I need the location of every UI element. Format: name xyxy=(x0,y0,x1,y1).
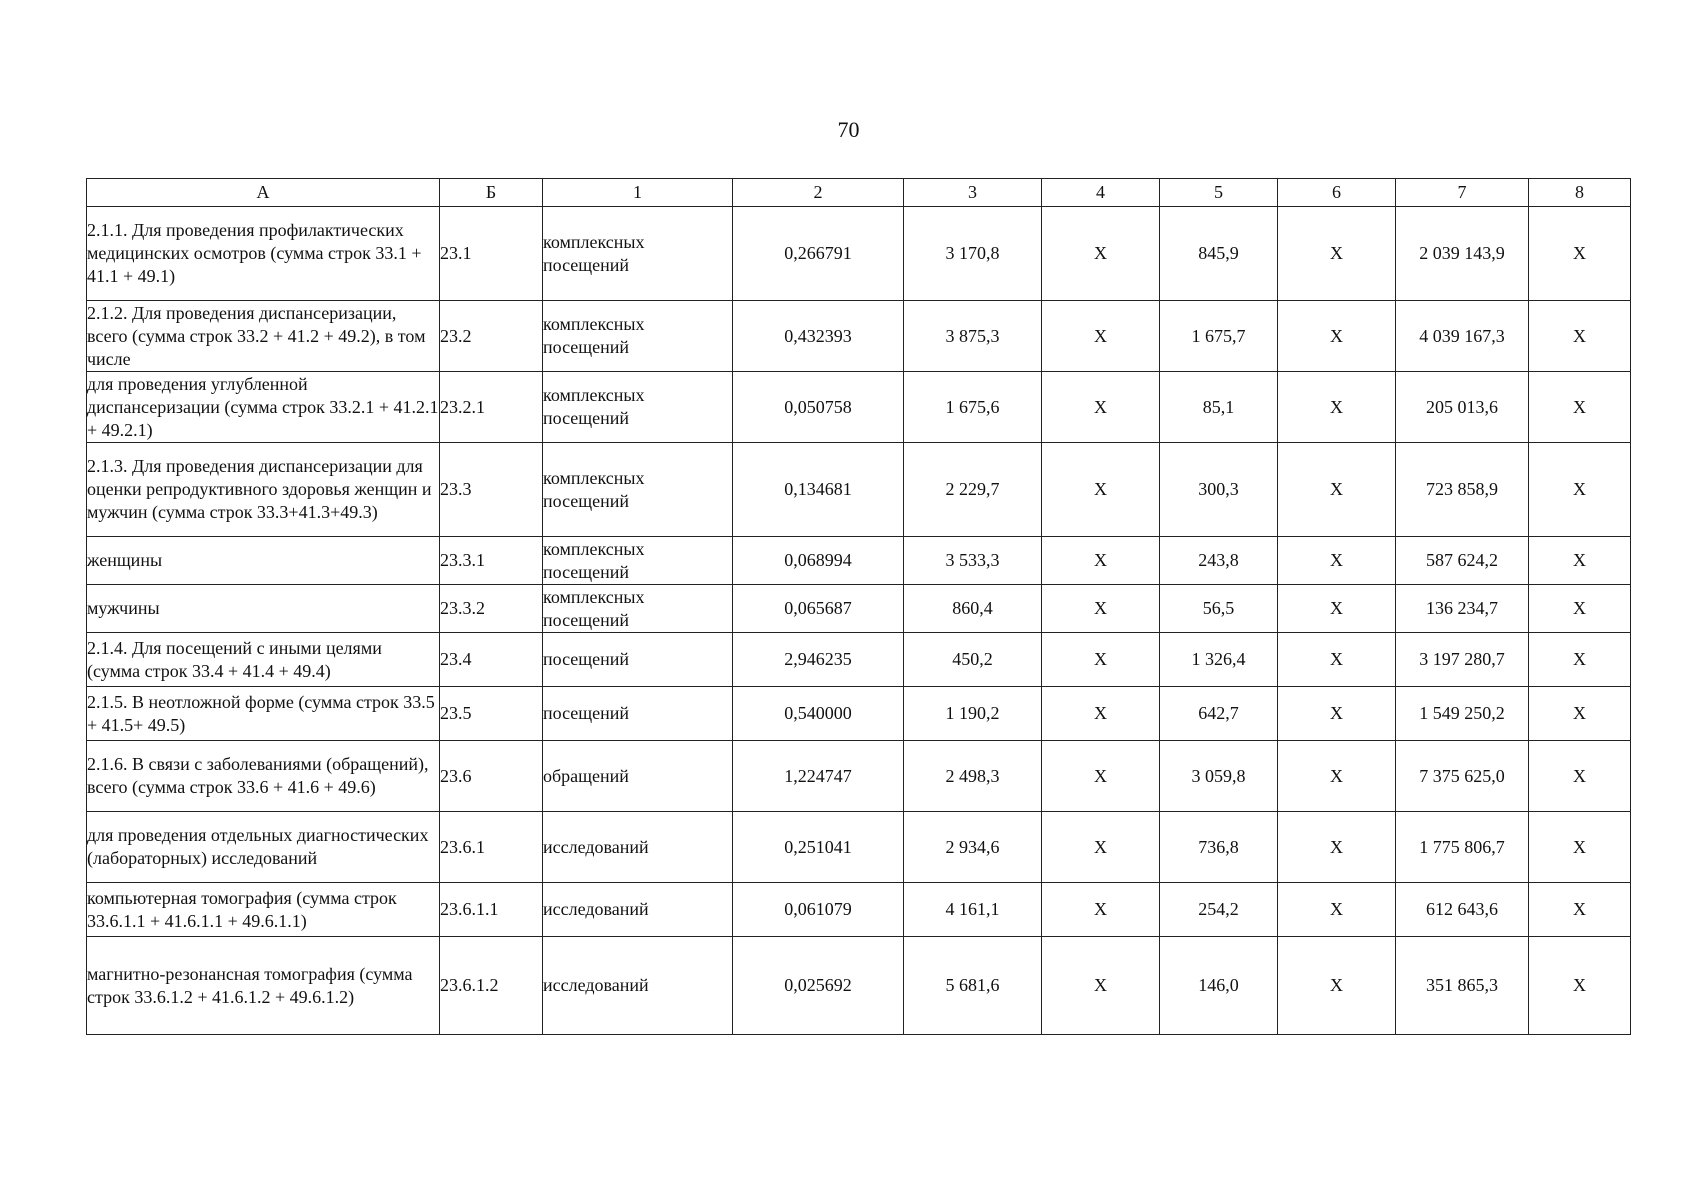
value-cell: Х xyxy=(1529,937,1631,1035)
value-cell: 3 533,3 xyxy=(904,537,1042,585)
row-description: 2.1.4. Для посещений с иными целями (сумма строк 33.4 + 41.4 + 49.4) xyxy=(87,633,440,687)
value-cell: Х xyxy=(1042,207,1160,301)
value-cell: 1 549 250,2 xyxy=(1396,687,1529,741)
value-cell: 85,1 xyxy=(1160,372,1278,443)
value-cell: 3 875,3 xyxy=(904,301,1042,372)
row-description: для проведения отдельных диагностических (лабораторных) исследований xyxy=(87,812,440,883)
value-cell: 2 934,6 xyxy=(904,812,1042,883)
value-cell: 136 234,7 xyxy=(1396,585,1529,633)
row-description: 2.1.3. Для проведения диспансеризации для оценки репродуктивного здоровья женщин и мужчин (сумма строк 33.3+41.3+49.3) xyxy=(87,443,440,537)
value-cell: 845,9 xyxy=(1160,207,1278,301)
value-cell: 2,946235 xyxy=(733,633,904,687)
value-cell: 5 681,6 xyxy=(904,937,1042,1035)
value-cell: 1 326,4 xyxy=(1160,633,1278,687)
data-table xyxy=(86,178,1631,1035)
column-header: 1 xyxy=(543,179,733,207)
value-cell: Х xyxy=(1042,937,1160,1035)
row-code: 23.3.1 xyxy=(440,537,543,585)
table-row xyxy=(87,883,1631,937)
value-cell: Х xyxy=(1042,585,1160,633)
unit-cell: исследований xyxy=(543,812,733,883)
value-cell: Х xyxy=(1042,443,1160,537)
value-cell: 7 375 625,0 xyxy=(1396,741,1529,812)
page-number: 70 xyxy=(837,117,860,142)
value-cell: 0,050758 xyxy=(733,372,904,443)
column-header: Б xyxy=(440,179,543,207)
row-code: 23.6 xyxy=(440,741,543,812)
value-cell: 1,224747 xyxy=(733,741,904,812)
value-cell: Х xyxy=(1278,937,1396,1035)
row-description: 2.1.6. В связи с заболеваниями (обращений), всего (сумма строк 33.6 + 41.6 + 49.6) xyxy=(87,741,440,812)
row-description: 2.1.5. В неотложной форме (сумма строк 33.5 + 41.5+ 49.5) xyxy=(87,687,440,741)
column-header: А xyxy=(87,179,440,207)
unit-cell: комплексных посещений xyxy=(543,443,733,537)
row-description: 2.1.1. Для проведения профилактических медицинских осмотров (сумма строк 33.1 + 41.1 + 49.1) xyxy=(87,207,440,301)
value-cell: Х xyxy=(1042,372,1160,443)
row-description: для проведения углубленной диспансеризации (сумма строк 33.2.1 + 41.2.1 + 49.2.1) xyxy=(87,372,440,443)
table-row xyxy=(87,687,1631,741)
value-cell: Х xyxy=(1042,687,1160,741)
value-cell: Х xyxy=(1042,812,1160,883)
value-cell: Х xyxy=(1278,633,1396,687)
value-cell: Х xyxy=(1529,207,1631,301)
value-cell: Х xyxy=(1278,585,1396,633)
value-cell: Х xyxy=(1278,207,1396,301)
value-cell: Х xyxy=(1529,812,1631,883)
value-cell: Х xyxy=(1529,741,1631,812)
value-cell: Х xyxy=(1529,443,1631,537)
value-cell: Х xyxy=(1278,372,1396,443)
unit-cell: посещений xyxy=(543,633,733,687)
value-cell: Х xyxy=(1529,883,1631,937)
column-header: 8 xyxy=(1529,179,1631,207)
value-cell: 0,134681 xyxy=(733,443,904,537)
value-cell: Х xyxy=(1042,633,1160,687)
value-cell: 642,7 xyxy=(1160,687,1278,741)
value-cell: Х xyxy=(1278,687,1396,741)
value-cell: Х xyxy=(1529,372,1631,443)
value-cell: Х xyxy=(1042,301,1160,372)
value-cell: 450,2 xyxy=(904,633,1042,687)
row-description: компьютерная томография (сумма строк 33.6.1.1 + 41.6.1.1 + 49.6.1.1) xyxy=(87,883,440,937)
value-cell: Х xyxy=(1278,883,1396,937)
header-row xyxy=(87,179,1631,207)
row-code: 23.3 xyxy=(440,443,543,537)
row-description: мужчины xyxy=(87,585,440,633)
value-cell: 254,2 xyxy=(1160,883,1278,937)
row-code: 23.5 xyxy=(440,687,543,741)
unit-cell: исследований xyxy=(543,883,733,937)
value-cell: 4 161,1 xyxy=(904,883,1042,937)
value-cell: 0,432393 xyxy=(733,301,904,372)
value-cell: 146,0 xyxy=(1160,937,1278,1035)
value-cell: Х xyxy=(1042,883,1160,937)
value-cell: 0,251041 xyxy=(733,812,904,883)
value-cell: 3 059,8 xyxy=(1160,741,1278,812)
value-cell: 56,5 xyxy=(1160,585,1278,633)
value-cell: 860,4 xyxy=(904,585,1042,633)
value-cell: Х xyxy=(1529,687,1631,741)
unit-cell: комплексных посещений xyxy=(543,301,733,372)
value-cell: 1 675,7 xyxy=(1160,301,1278,372)
column-header: 2 xyxy=(733,179,904,207)
value-cell: 0,025692 xyxy=(733,937,904,1035)
row-code: 23.6.1 xyxy=(440,812,543,883)
value-cell: 1 190,2 xyxy=(904,687,1042,741)
table-row xyxy=(87,585,1631,633)
value-cell: 3 170,8 xyxy=(904,207,1042,301)
value-cell: Х xyxy=(1529,301,1631,372)
row-code: 23.6.1.2 xyxy=(440,937,543,1035)
column-header: 6 xyxy=(1278,179,1396,207)
table-row xyxy=(87,537,1631,585)
table-row xyxy=(87,207,1631,301)
value-cell: 1 675,6 xyxy=(904,372,1042,443)
unit-cell: обращений xyxy=(543,741,733,812)
column-header: 4 xyxy=(1042,179,1160,207)
value-cell: Х xyxy=(1529,585,1631,633)
value-cell: 351 865,3 xyxy=(1396,937,1529,1035)
row-code: 23.2.1 xyxy=(440,372,543,443)
row-code: 23.3.2 xyxy=(440,585,543,633)
value-cell: Х xyxy=(1278,301,1396,372)
table-row xyxy=(87,372,1631,443)
column-header: 3 xyxy=(904,179,1042,207)
table-row xyxy=(87,633,1631,687)
table-row xyxy=(87,812,1631,883)
table-row xyxy=(87,443,1631,537)
value-cell: Х xyxy=(1278,741,1396,812)
value-cell: Х xyxy=(1529,537,1631,585)
value-cell: 300,3 xyxy=(1160,443,1278,537)
value-cell: 587 624,2 xyxy=(1396,537,1529,585)
value-cell: Х xyxy=(1278,537,1396,585)
value-cell: 0,068994 xyxy=(733,537,904,585)
value-cell: 612 643,6 xyxy=(1396,883,1529,937)
value-cell: Х xyxy=(1042,537,1160,585)
unit-cell: посещений xyxy=(543,687,733,741)
value-cell: Х xyxy=(1529,633,1631,687)
row-description: магнитно-резонансная томография (сумма строк 33.6.1.2 + 41.6.1.2 + 49.6.1.2) xyxy=(87,937,440,1035)
row-description: 2.1.2. Для проведения диспансеризации, всего (сумма строк 33.2 + 41.2 + 49.2), в том числе xyxy=(87,301,440,372)
row-code: 23.2 xyxy=(440,301,543,372)
value-cell: 2 498,3 xyxy=(904,741,1042,812)
value-cell: 0,266791 xyxy=(733,207,904,301)
value-cell: 2 039 143,9 xyxy=(1396,207,1529,301)
unit-cell: комплексных посещений xyxy=(543,537,733,585)
value-cell: 4 039 167,3 xyxy=(1396,301,1529,372)
table-row xyxy=(87,937,1631,1035)
value-cell: 3 197 280,7 xyxy=(1396,633,1529,687)
value-cell: 0,540000 xyxy=(733,687,904,741)
value-cell: 0,065687 xyxy=(733,585,904,633)
row-code: 23.4 xyxy=(440,633,543,687)
value-cell: Х xyxy=(1278,812,1396,883)
value-cell: 205 013,6 xyxy=(1396,372,1529,443)
column-header: 7 xyxy=(1396,179,1529,207)
row-code: 23.1 xyxy=(440,207,543,301)
value-cell: 736,8 xyxy=(1160,812,1278,883)
row-code: 23.6.1.1 xyxy=(440,883,543,937)
value-cell: Х xyxy=(1042,741,1160,812)
value-cell: 0,061079 xyxy=(733,883,904,937)
value-cell: 243,8 xyxy=(1160,537,1278,585)
unit-cell: исследований xyxy=(543,937,733,1035)
value-cell: 723 858,9 xyxy=(1396,443,1529,537)
unit-cell: комплексных посещений xyxy=(543,585,733,633)
row-description: женщины xyxy=(87,537,440,585)
table-row xyxy=(87,741,1631,812)
unit-cell: комплексных посещений xyxy=(543,372,733,443)
unit-cell: комплексных посещений xyxy=(543,207,733,301)
table-row xyxy=(87,301,1631,372)
value-cell: 1 775 806,7 xyxy=(1396,812,1529,883)
value-cell: Х xyxy=(1278,443,1396,537)
column-header: 5 xyxy=(1160,179,1278,207)
value-cell: 2 229,7 xyxy=(904,443,1042,537)
